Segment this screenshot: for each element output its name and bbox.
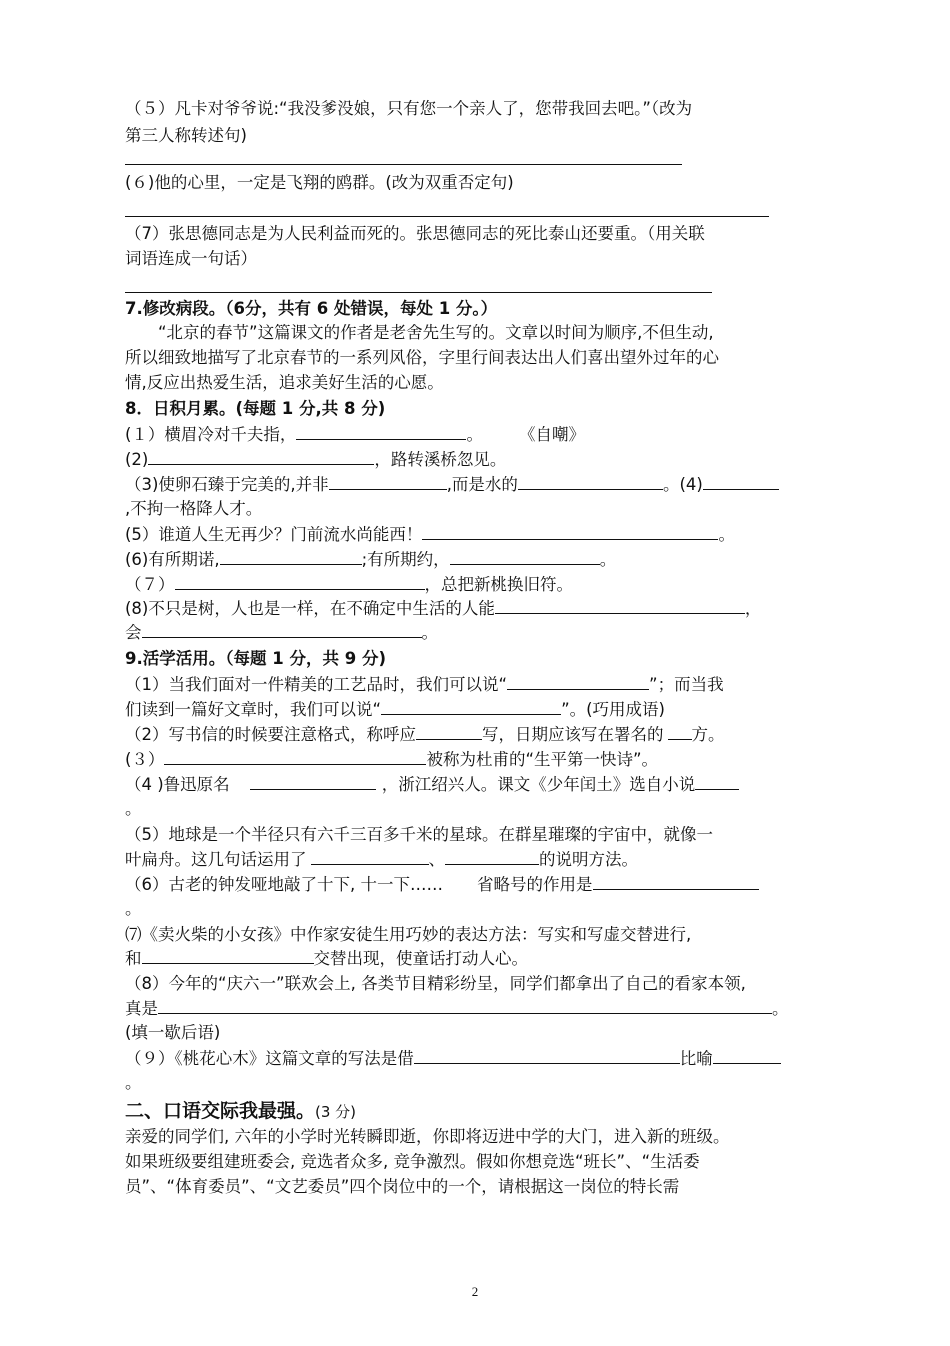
sec9-item7-line1: ⑺《卖火柴的小女孩》中作家安徒生用巧妙的表达方法：写实和写虚交替进行,	[125, 925, 692, 944]
section7-para-line3: 情,反应出热爱生活，追求美好生活的心愿。	[125, 373, 444, 392]
sec8-item1	[125, 424, 585, 446]
sec9-item3	[125, 749, 658, 771]
blank	[158, 998, 772, 1014]
sec9-item7-end: 交替出现，使童话打动人心。	[313, 949, 528, 968]
sec8-item2-text: ，路转溪桥忽见。	[374, 450, 507, 469]
sec9-item5-line1: （5）地球是一个半径只有六千三百多千米的星球。在群星璀璨的宇宙中，就像一	[125, 825, 713, 844]
blank	[381, 699, 561, 715]
blank	[703, 474, 779, 490]
blank	[142, 622, 422, 638]
section7-para-line2: 所以细致地描写了北京春节的一系列风俗，字里行间表达出人们喜出望外过年的心	[125, 348, 719, 367]
blank	[422, 524, 718, 540]
sec9-item4	[125, 774, 739, 796]
sec8-item5-end: 。	[718, 525, 735, 544]
section7-heading: 7.修改病段。（6分，共有 6 处错误，每处 1 分。）	[125, 299, 498, 318]
q7-line1: （7）张思德同志是为人民利益而死的。张思德同志的死比泰山还要重。（用关联	[125, 224, 705, 243]
sec9-item8-line1: （8）今年的“庆六一”联欢会上, 各类节目精彩纷呈，同学们都拿出了自己的看家本领,	[125, 974, 746, 993]
sec9-item3-prefix: (３）	[125, 750, 165, 769]
sec9-item4-end: 。	[125, 799, 142, 818]
sec8-item5-text: (5）谁道人生无再少？门前流水尚能西！	[125, 525, 423, 544]
sec9-item8-end: 。	[772, 999, 789, 1018]
blank	[142, 948, 314, 964]
sec8-item6-mid: ;有所期约，	[361, 550, 450, 569]
sec8-item4-tail: ,不拘一格降人才。	[125, 499, 263, 518]
answer-line-q5	[125, 164, 682, 165]
sec9-item4-text: （4 )鲁迅原名	[125, 775, 230, 794]
sec8-item8-text: (8)不只是树，人也是一样，在不确定中生活的人能	[125, 599, 495, 618]
sec8-item3-text: （3)使卵石臻于完美的,并非	[125, 475, 329, 494]
sec9-item9-text: （９）《桃花心木》这篇文章的写法是借	[125, 1049, 414, 1068]
sec8-item7	[125, 574, 573, 596]
sec8-item8-comma: ，	[744, 599, 762, 618]
sec9-item5-sep: 、	[428, 850, 445, 869]
blank	[414, 1048, 680, 1064]
sec8-item8-hui: 会	[125, 623, 142, 642]
blank	[668, 724, 692, 740]
sec8-item8	[125, 598, 761, 620]
part2-heading-row	[125, 1098, 356, 1125]
q6-line1: (６)他的心里，一定是飞翔的鸥群。(改为双重否定句)	[125, 173, 514, 192]
sec9-item5-line2	[125, 849, 638, 871]
q7-line2: 词语连成一句话）	[125, 249, 257, 268]
blank	[450, 549, 600, 565]
sec8-item3-end: 。(4)	[662, 475, 703, 494]
blank	[416, 724, 482, 740]
sec9-item1-text: （1）当我们面对一件精美的工艺品时，我们可以说“	[125, 675, 508, 694]
sec8-item3	[125, 474, 779, 496]
sec9-item6	[125, 874, 759, 896]
sec8-item3-mid: ,而是水的	[446, 475, 518, 494]
blank	[518, 474, 663, 490]
answer-line-q6	[125, 216, 769, 217]
sec9-item3-text: 被称为杜甫的“生平第一快诗”。	[426, 750, 659, 769]
blank	[250, 774, 376, 790]
part2-para-line3: 员”、“体育委员”、“文艺委员”四个岗位中的一个，请根据这一岗位的特长需	[125, 1177, 680, 1196]
sec9-item8-note: (填一歇后语)	[125, 1023, 221, 1042]
sec9-item7-line2	[125, 948, 528, 970]
sec8-item7-text: ，总把新桃换旧符。	[424, 575, 573, 594]
sec8-item8-line2	[125, 622, 438, 644]
part2-para-line1: 亲爱的同学们, 六年的小学时光转瞬即逝，你即将迈进中学的大门，进入新的班级。	[125, 1127, 730, 1146]
sec9-item8-line2	[125, 998, 789, 1020]
blank	[713, 1048, 781, 1064]
sec8-item2	[125, 449, 506, 471]
section7-para-line1: “北京的春节”这篇课文的作者是老舍先生写的。文章以时间为顺序,不但生动,	[158, 323, 714, 342]
sec9-item2-mid: 写，日期应该写在署名的	[482, 725, 664, 744]
sec8-item6-text: (6)有所期诺,	[125, 550, 220, 569]
sec9-item1-line2	[125, 699, 665, 721]
sec9-item1-end: ”。(巧用成语)	[561, 700, 665, 719]
blank	[148, 449, 374, 465]
q5-line1: （５）凡卡对爷爷说:“我没爹没娘，只有您一个亲人了，您带我回去吧。”（改为	[125, 99, 693, 118]
sec8-item5	[125, 524, 735, 546]
sec9-item9	[125, 1048, 781, 1070]
part2-heading: 二、口语交际我最强。	[125, 1100, 316, 1122]
sec9-item2-end: 方。	[691, 725, 725, 744]
sec9-item6-text: （6）古老的钟发哑地敲了十下, 十一下……	[125, 875, 443, 894]
sec8-item8-end: 。	[421, 623, 438, 642]
part2-para-line2: 如果班级要组建班委会, 竞选者众多, 竞争激烈。假如你想竞选“班长”、“生活委	[125, 1152, 700, 1171]
section9-heading: 9.活学活用。（每题 1 分，共 9 分)	[125, 649, 386, 668]
sec9-item2	[125, 724, 725, 746]
blank	[507, 674, 649, 690]
sec9-item4-mid: ，浙江绍兴人。课文《少年闰土》选自小说	[381, 775, 696, 794]
blank	[296, 424, 466, 440]
blank	[329, 474, 447, 490]
sec8-item1-source: 《自嘲》	[518, 425, 585, 444]
sec8-item1-text: (１）横眉冷对千夫指，	[125, 425, 297, 444]
blank	[164, 749, 426, 765]
sec9-item1-text2: 们读到一篇好文章时，我们可以说“	[125, 700, 382, 719]
sec8-item6	[125, 549, 616, 571]
section8-heading: 8．日积月累。(每题 1 分,共 8 分)	[125, 399, 386, 418]
blank	[175, 574, 425, 590]
sec9-item8-text: 真是	[125, 999, 158, 1018]
blank	[495, 598, 745, 614]
page-number: 2	[471, 1284, 479, 1299]
sec9-item9-end: 。	[125, 1073, 142, 1092]
sec8-item7-prefix: （７）	[125, 575, 175, 594]
sec8-item2-prefix: (2)	[125, 450, 149, 469]
sec9-item2-text: （2）写书信的时候要注意格式，称呼应	[125, 725, 416, 744]
sec9-item1	[125, 674, 724, 696]
blank	[220, 549, 362, 565]
sec9-item5-text: 叶扁舟。这几句话运用了	[125, 850, 307, 869]
sec9-item6-end: 。	[125, 899, 142, 918]
sec9-item5-end: 的说明方法。	[539, 850, 638, 869]
sec8-item1-end: 。	[466, 425, 483, 444]
sec8-item6-end: 。	[599, 550, 617, 569]
blank	[311, 849, 429, 865]
answer-line-q7	[125, 292, 712, 293]
sec9-item1-mid: ”；而当我	[649, 675, 724, 694]
q5-line2: 第三人称转述句)	[125, 126, 247, 145]
blank	[695, 774, 739, 790]
blank	[445, 849, 539, 865]
sec9-item9-mid: 比喻	[679, 1049, 713, 1068]
sec9-item7-he: 和	[125, 949, 142, 968]
blank	[593, 874, 759, 890]
sec9-item6-ask: 省略号的作用是	[477, 875, 593, 894]
part2-score: (3 分)	[315, 1103, 357, 1121]
